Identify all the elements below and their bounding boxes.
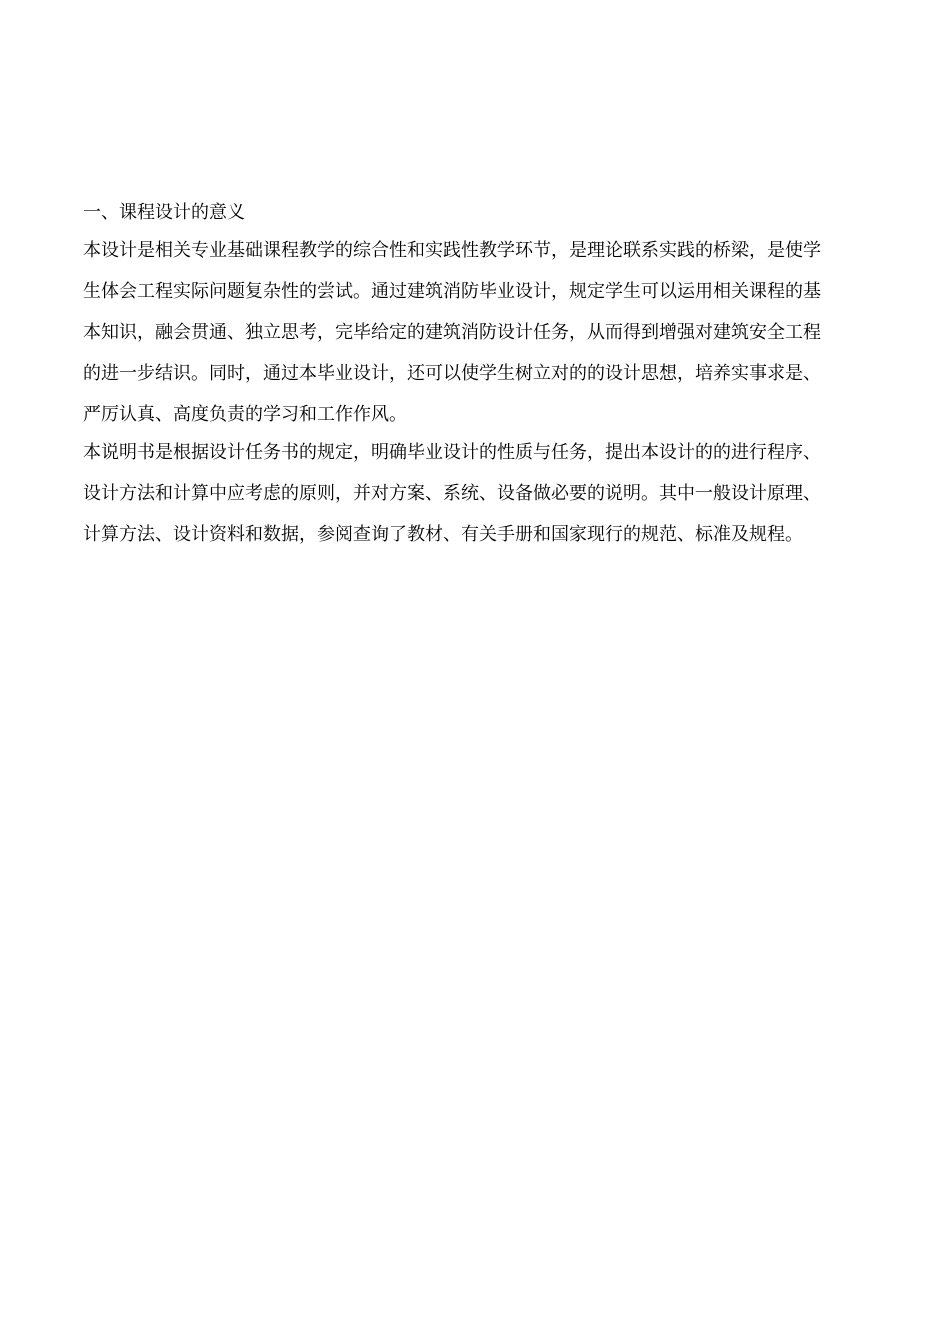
section-heading: 一、课程设计的意义	[83, 202, 245, 223]
paragraph-line: 生体会工程实际问题复杂性的尝试。通过建筑消防毕业设计，规定学生可以运用相关课程的基	[83, 281, 821, 302]
paragraph-line: 设计方法和计算中应考虑的原则，并对方案、系统、设备做必要的说明。其中一般设计原理、	[83, 483, 821, 504]
paragraph-purpose	[83, 234, 873, 431]
paragraph-description	[83, 436, 873, 551]
paragraph-line: 本说明书是根据设计任务书的规定，明确毕业设计的性质与任务，提出本设计的的进行程序、	[83, 442, 821, 463]
paragraph-line: 严厉认真、高度负责的学习和工作作风。	[83, 404, 407, 425]
paragraph-line: 本知识，融会贯通、独立思考，完毕给定的建筑消防设计任务，从而得到增强对建筑安全工程	[83, 322, 821, 343]
paragraph-line: 本设计是相关专业基础课程教学的综合性和实践性教学环节，是理论联系实践的桥梁，是使学	[83, 240, 821, 261]
paragraph-line: 的进一步结识。同时，通过本毕业设计，还可以使学生树立对的的设计思想，培养实事求是、	[83, 363, 821, 384]
document-body	[83, 196, 873, 551]
paragraph-line: 计算方法、设计资料和数据，参阅查询了教材、有关手册和国家现行的规范、标准及规程。	[83, 524, 803, 545]
